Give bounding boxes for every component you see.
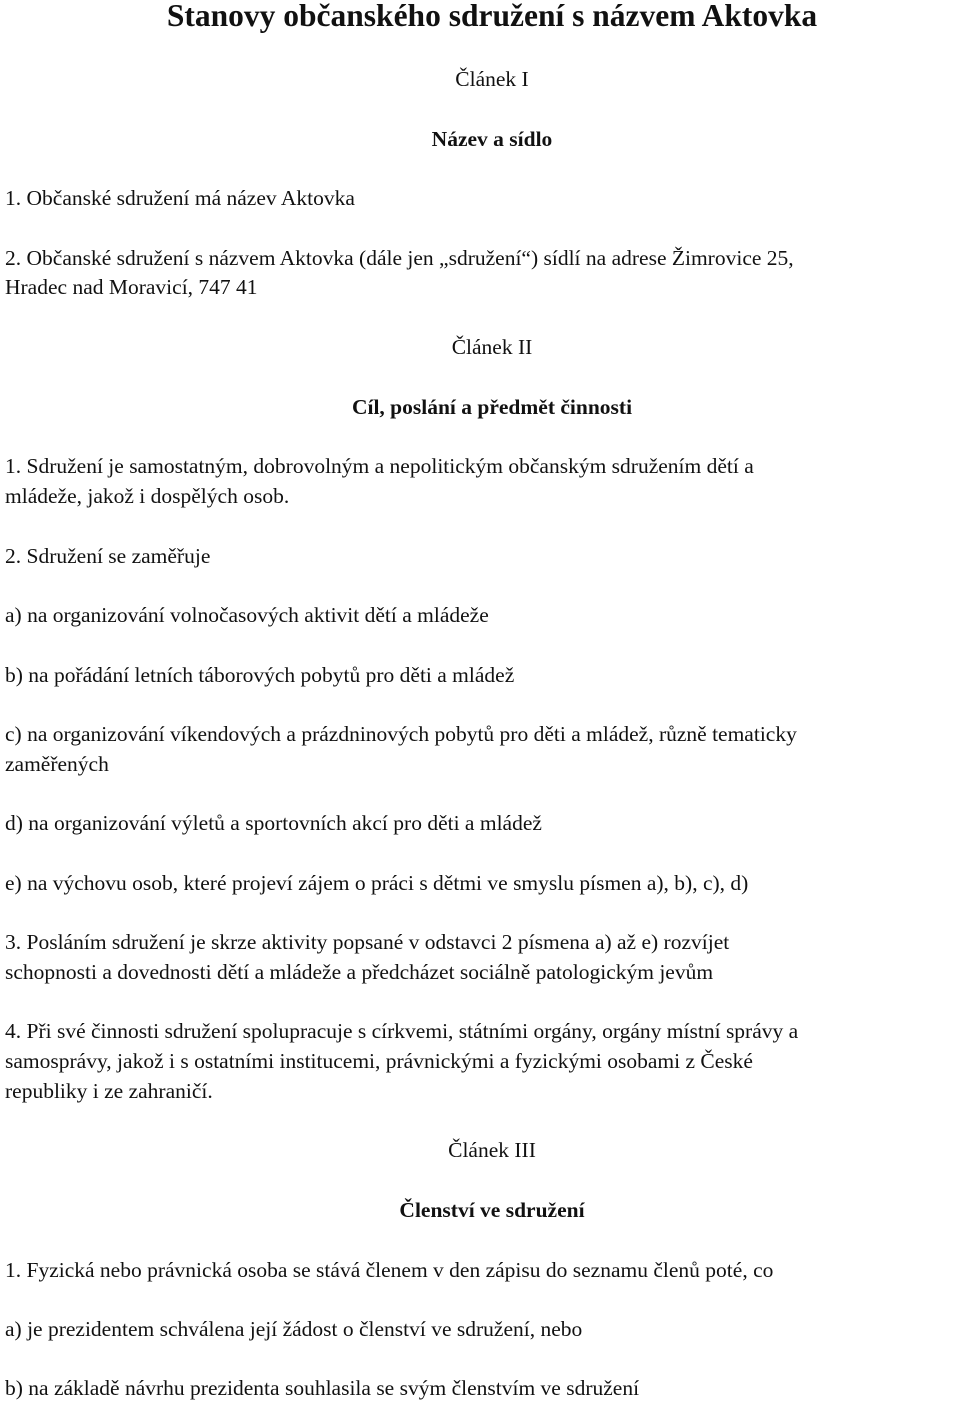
article-2-item-a: a) na organizování volnočasových aktivit dětí a mládeže [5,603,489,627]
article-2-item-d: d) na organizování výletů a sportovních akcí pro děti a mládež [5,811,542,835]
article-1-paragraph-1: 1. Občanské sdružení má název Aktovka [5,186,355,210]
article-3-item-a: a) je prezidentem schválena její žádost o členství ve sdružení, nebo [5,1317,583,1341]
article-3-paragraph-1: 1. Fyzická nebo právnická osoba se stává členem v den zápisu do seznamu členů poté, co [5,1258,774,1282]
article-2-item-c-line-1: c) na organizování víkendových a prázdninových pobytů pro děti a mládež, různě tematicky [5,722,797,746]
article-2-item-b: b) na pořádání letních táborových pobytů pro děti a mládež [5,663,515,687]
article-3-heading: Členství ve sdružení [399,1198,585,1222]
article-1-number: Článek I [455,67,529,91]
article-2-item-c-line-2: zaměřených [5,752,109,776]
article-2-heading: Cíl, poslání a předmět činnosti [351,395,633,419]
article-2-paragraph-4-line-2: samosprávy, jakož i s ostatními institucemi, právnickými a fyzickými osobami z České [5,1049,753,1073]
article-2-item-e: e) na výchovu osob, které projeví zájem o práci s dětmi ve smyslu písmen a), b), c), d) [5,871,749,895]
document-title: Stanovy občanského sdružení s názvem Aktovka [166,0,818,33]
article-1-paragraph-2-line-1: 2. Občanské sdružení s názvem Aktovka (dále jen „sdružení“) sídlí na adrese Žimrovice 25, [5,246,794,270]
article-2-paragraph-2: 2. Sdružení se zaměřuje [5,544,211,568]
article-2-paragraph-4-line-3: republiky i ze zahraničí. [5,1079,213,1103]
article-2-paragraph-3-line-2: schopnosti a dovednosti dětí a mládeže a předcházet sociálně patologickým jevům [5,960,714,984]
article-1-paragraph-2-line-2: Hradec nad Moravicí, 747 41 [5,275,258,299]
article-2-paragraph-3-line-1: 3. Posláním sdružení je skrze aktivity popsané v odstavci 2 písmena a) až e) rozvíjet [5,930,730,954]
article-2-paragraph-1-line-1: 1. Sdružení je samostatným, dobrovolným a nepolitickým občanským sdružením dětí a [5,454,754,478]
article-2-paragraph-1-line-2: mládeže, jakož i dospělých osob. [5,484,290,508]
article-3-item-b: b) na základě návrhu prezidenta souhlasila se svým členstvím ve sdružení [5,1376,640,1400]
article-2-number: Článek II [451,335,533,359]
article-3-number: Článek III [448,1138,536,1162]
article-2-paragraph-4-line-1: 4. Při své činnosti sdružení spolupracuje s církvemi, státními orgány, orgány místní správy a [5,1019,799,1043]
article-1-heading: Název a sídlo [431,127,553,151]
